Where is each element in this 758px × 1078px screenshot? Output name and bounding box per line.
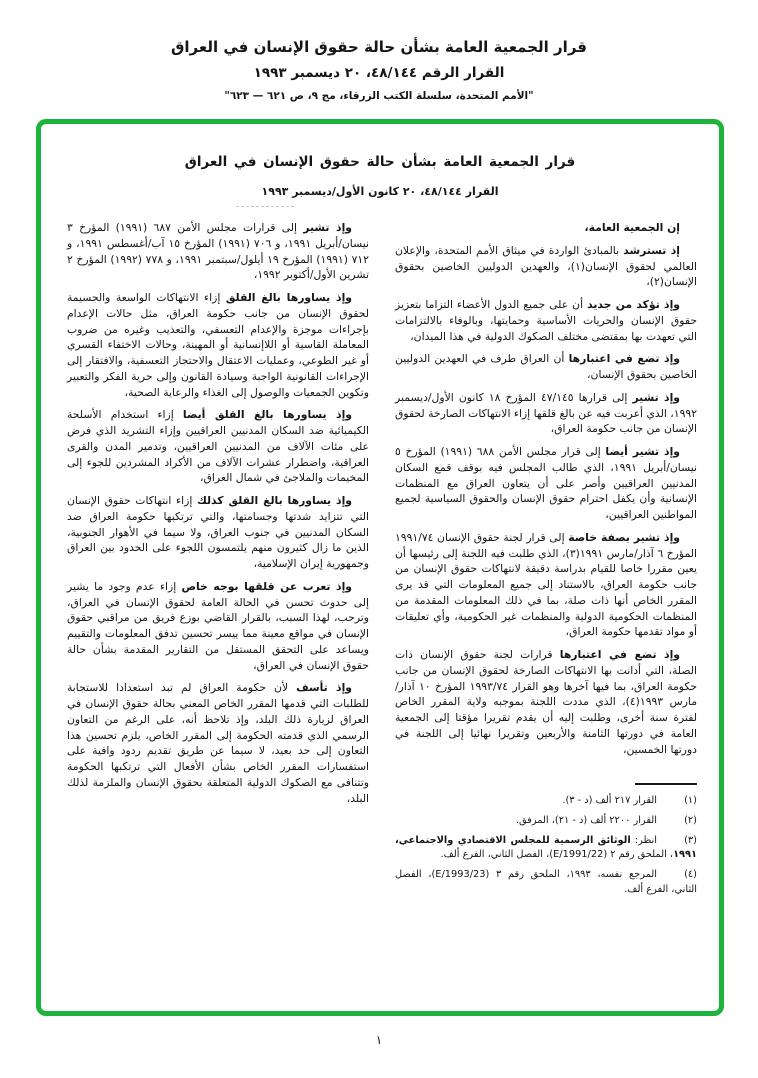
resolution-paragraph	[67, 220, 369, 283]
resolution-paragraph	[395, 243, 697, 290]
paragraph-text: قرارات لجنة حقوق الإنسان ذات الصلة، التي أدانت بها الانتهاكات الصارخة لحقوق الإنسان من جانب حكومة العراق، بما فيها آخرها وهو القرار ١٩٩٣/٧٤ المؤرخ ١٠ آذار/مارس ١٩٩٣(٤)، الذي مددت اللجنة بموجبه ولاية المقرر الخاص لفترة سنة أخرى، وطلبت إليه أن يقدم تقريرا مؤقتا إلى الجمعية العامة في دورتها الثامنة والأربعين وتقريرا نهائيا إلى اللجنة في دورتها الخمسين،	[395, 648, 697, 756]
document-subtitle: القرار ٤٨/١٤٤، ٢٠ كانون الأول/ديسمبر ١٩٩٣	[261, 185, 499, 198]
paragraph-lead: وإذ تشير أيضا	[605, 445, 680, 458]
footnotes-section	[395, 783, 697, 897]
paragraph-lead: وإذ تأسف	[296, 681, 352, 695]
footnote-text: القرار ٢١٧ ألف (د - ٣).	[562, 795, 657, 807]
two-column-body	[63, 220, 697, 902]
paragraph-text: أن على جميع الدول الأعضاء التزاما بتعزيز حقوق الإنسان والحريات الأساسية وحمايتها، وبالوفاء بالالتزامات التي تعهدت بها بمقتضى مختلف الصكوك الدولية في هذا الميدان،	[395, 298, 697, 343]
resolution-paragraph	[67, 407, 369, 486]
resolution-paragraph	[395, 390, 697, 437]
footnote-number: (١)	[684, 795, 697, 807]
paragraph-text: إزاء عدم وجود ما يشير إلى حدوث تحسن في الحالة العامة لحقوق الإنسان في العراق، وترحب، لهذا السبب، بالقرار القاضي بوزع فريق من مراقبي حقوق الإنسان في مواقع معينة مما ييسر تحسين تدفق المعلومات والتقييم ويساعد على التحقق المستقل من التقارير المقدمة بشأن حالة حقوق الإنسان في العراق،	[67, 579, 369, 672]
footnote-item	[395, 794, 697, 809]
document-box	[36, 119, 724, 1016]
paragraph-text: إزاء الانتهاكات الواسعة والجسيمة لحقوق الإنسان من جانب حكومة العراق، مثل حالات الإعدام بإجراءات موجزة والإعدام التعسفي، والتعذيب وغيره من ضروب المعاملة القاسية أو اللاإنسانية أو المهينة، وحالات الاختفاء القسري أو غير الطوعي، وعمليات الاعتقال والاحتجاز التعسفية، والافتقار إلى الإجراءات القانونية الواجبة وسيادة القانون وإلى حرية الفكر والتعبير وتكوين الجمعيات والوصول إلى الغذاء والرعاية الصحية،	[67, 291, 369, 399]
resolution-paragraph	[395, 351, 697, 383]
paragraph-text: إلى قرار مجلس الأمن ٦٨٨ (١٩٩١) المؤرخ ٥ نيسان/أبريل ١٩٩١، الذي طالب المجلس فيه بوقف قمع السكان المدنيين العراقيين وأصر على أن يتعاون العراق مع المنظمات الإنسانية وأن يكفل احترام حقوق الإنسان والحقوق السياسية لجميع المواطنين العراقيين،	[395, 445, 697, 521]
resolution-paragraph	[67, 493, 369, 572]
resolution-paragraph	[67, 290, 369, 400]
paragraph-text: إلى قرارات مجلس الأمن ٦٨٧ (١٩٩١) المؤرخ ٣ نيسان/أبريل ١٩٩١، و ٧٠٦ (١٩٩١) المؤرخ ١٥ آب/أغسطس ١٩٩١، و ٧١٢ (١٩٩١) المؤرخ ١٩ أيلول/سبتمبر ١٩٩١، و ٧٧٨ (١٩٩٢) المؤرخ ٢ تشرين الأول/أكتوبر ١٩٩٢،	[67, 221, 369, 282]
paragraph-lead: إن الجمعية العامة،	[584, 221, 680, 234]
paragraph-lead: وإذ يساورها بالغ القلق	[225, 291, 352, 304]
paragraph-text: لأن حكومة العراق لم تبد استعدادا للاستجابة للطلبات التي قدمها المقرر الخاص المعني بحالة حقوق الإنسان في العراق لزيارة ذلك البلد، وإذ تلاحظ أنه، على الرغم من التعاون الرسمي الذي قدمته الحكومة إلى المقرر الخاص، يلزم تحسين هذا التعاون إلى حد بعيد، لا سيما عن طريق تقديم ردود وافية على استفسارات المقرر الخاص بشأن الأفعال التي ترتكبها الحكومة وتتنافى مع الصكوك الدولية المتعلقة بحقوق الإنسان والملزمة لذلك البلد،	[67, 681, 369, 805]
footnote-number: (٢)	[684, 814, 697, 826]
scan-artifact-line	[236, 206, 294, 207]
document-title: قرار الجمعية العامة بشأن حالة حقوق الإنسان في العراق	[184, 154, 576, 170]
resolution-paragraph	[395, 297, 697, 344]
paragraph-lead: وإذ تضع في اعتبارها	[568, 352, 680, 366]
resolution-paragraph	[395, 444, 697, 523]
header-source-citation: "الأمم المتحدة، سلسلة الكتب الزرقاء، مج ٩، ص ٦٢١ — ٦٢٣"	[224, 90, 534, 102]
resolution-paragraph	[395, 220, 697, 236]
page-number: ١	[375, 1033, 383, 1047]
footnote-cited-title: الوثائق الرسمية للمجلس الاقتصادي والاجتماعي، ١٩٩١	[395, 834, 697, 861]
page-header	[0, 0, 758, 102]
footnote-text: انظر:	[630, 834, 657, 846]
column-right	[395, 220, 697, 902]
footnote-text: القرار ٢٢٠٠ ألف (د - ٢١)، المرفق.	[515, 814, 657, 826]
footnote-text-tail: ، الملحق رقم ٢ (E/1991/22)، الفصل الثاني، الفرع ألف.	[440, 849, 674, 861]
paragraph-text: أن العراق طرف في العهدين الدوليين الخاصين بحقوق الإنسان،	[395, 352, 697, 381]
paragraph-lead: وإذ تشير بصفة خاصة	[568, 530, 680, 544]
footnote-item	[395, 834, 697, 863]
column-left	[67, 220, 369, 813]
header-title: قرار الجمعية العامة بشأن حالة حقوق الإنسان في العراق	[171, 38, 587, 56]
resolution-paragraph	[67, 579, 369, 674]
resolution-paragraph	[395, 530, 697, 640]
footnote-text: المرجع نفسه، ١٩٩٣، الملحق رقم ٣ (E/1993/23)، الفصل الثاني، الفرع ألف.	[395, 869, 697, 895]
footnote-item	[395, 868, 697, 897]
paragraph-lead: وإذ يساورها بالغ القلق كذلك	[196, 494, 352, 507]
paragraph-lead: وإذ تشير	[632, 390, 680, 404]
footnote-number: (٣)	[684, 834, 697, 846]
footnote-item	[395, 814, 697, 829]
footnote-separator	[635, 783, 697, 785]
paragraph-lead: وإذ تضع في اعتبارها	[559, 648, 680, 661]
paragraph-lead: وإذ يساورها بالغ القلق أيضا	[182, 408, 353, 422]
paragraph-text: إلى قرار لجنة حقوق الإنسان ١٩٩١/٧٤ المؤرخ ٦ آذار/مارس ١٩٩١(٣)، الذي طلبت فيه اللجنة إلى رئيسها أن يعين مقررا خاصا للقيام بدراسة دقيقة لانتهاكات حقوق الإنسان من جانب حكومة العراق، بالاستناد إلى جميع المعلومات التي قد يرى المقرر الخاص أنها ذات صلة، بما في ذلك المعلومات المقدمة من المنظمات الحكومية الدولية والمنظمات غير الحكومية، وأي تعليقات أو مواد تقدمها حكومة العراق،	[395, 530, 697, 639]
paragraph-text: إزاء انتهاكات حقوق الإنسان التي تتزايد شدتها وجسامتها، والتي ترتكبها حكومة العراق ضد السكان المدنيين في جنوب العراق، ولا سيما في الأهوار الجنوبية، الذين ما زال كثيرون منهم يلتمسون اللجوء على الحدود بين العراق وجمهورية إيران الإسلامية،	[67, 494, 369, 570]
paragraph-text: بالمبادئ الواردة في ميثاق الأمم المتحدة، والإعلان العالمي لحقوق الإنسان(١)، والعهدين الدوليين الخاصين بحقوق الإنسان(٢)،	[395, 243, 697, 289]
resolution-paragraph	[395, 647, 697, 757]
paragraph-text: إزاء استخدام الأسلحة الكيميائية ضد السكان المدنيين العراقيين وإزاء التشريد الذي فرض على مئات الآلاف من المدنيين العراقيين، وتدمير المدن والقرى العراقية، واضطرار عشرات الآلاف من الأكراد المشردين للجوء إلى المخيمات والملاجئ في شمال العراق،	[67, 408, 369, 485]
footnote-number: (٤)	[684, 869, 697, 880]
paragraph-lead: وإذ تؤكد من جديد	[587, 298, 681, 311]
paragraph-lead: وإذ تعرب عن قلقها بوجه خاص	[181, 579, 352, 593]
resolution-paragraph	[67, 680, 369, 806]
header-resolution-number: القرار الرقم ٤٨/١٤٤، ٢٠ ديسمبر ١٩٩٣	[253, 65, 505, 81]
paragraph-text: إلى قرارها ٤٧/١٤٥ المؤرخ ١٨ كانون الأول/ديسمبر ١٩٩٢، الذي أعربت فيه عن بالغ قلقها إزاء الانتهاكات الصارخة لحقوق الإنسان من جانب حكومة العراق،	[395, 390, 697, 436]
paragraph-lead: وإذ تشير	[303, 221, 352, 234]
paragraph-lead: إذ تسترشد	[623, 243, 680, 257]
